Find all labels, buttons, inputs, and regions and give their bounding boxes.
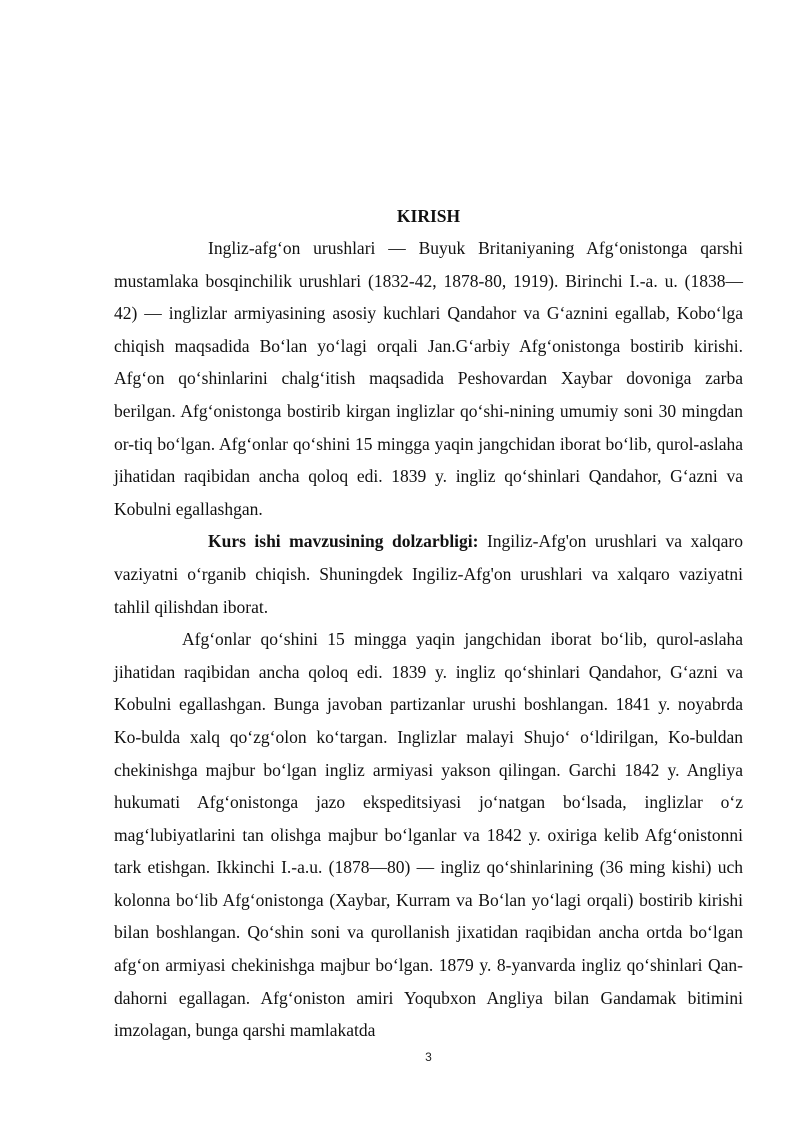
paragraph-intro-text: Ingliz-afg‘on urushlari — Buyuk Britaniyaning Afg‘onistonga qarshi mustamlaka bosqinchilik urushlari (1832-42, 1878-80, 1919). Birinchi I.-a. u. (1838—42) — inglizlar armiyasining asosiy kuchlari Qandahor va G‘aznini egallab, Kobo‘lga chiqish maqsadida Bo‘lan yo‘lagi orqali Jan.G‘arbiy Afg‘onistonga bostirib kirishi. Afg‘on qo‘shinlarini chalg‘itish maqsadida Peshovardan Xaybar dovoniga zarba berilgan. Afg‘onistonga bostirib kirgan inglizlar qo‘shi-nining umumiy soni 30 mingdan or-tiq bo‘lgan. Afg‘onlar qo‘shini 15 mingga yaqin jangchidan iborat bo‘lib, qurol-aslaha jihatidan raqibidan ancha qoloq edi. 1839 y. ingliz qo‘shinlari Qandahor, G‘azni va Kobulni egallashgan.: [114, 238, 743, 519]
page-number: 3: [425, 1050, 432, 1064]
paragraph-relevance-lead: Kurs ishi mavzusining dolzarbligi:: [208, 531, 479, 552]
paragraph-relevance-text: Ingiliz-Afg'on urushlari va xalqaro vaziyatni o‘rganib chiqish. Shuningdek Ingiliz-Afg'on urushlari va xalqaro vaziyatni tahlil qilishdan iborat.: [114, 531, 744, 617]
document-page: [114, 0, 743, 1131]
paragraph-relevance: [114, 525, 743, 623]
page-heading: KIRISH: [396, 206, 461, 226]
body-text: [114, 232, 743, 1047]
paragraph-intro: [114, 232, 743, 525]
paragraph-history: [114, 623, 743, 1047]
paragraph-history-text: Afg‘onlar qo‘shini 15 mingga yaqin jangchidan iborat bo‘lib, qurol-aslaha jihatidan raqibidan ancha qoloq edi. 1839 y. ingliz qo‘shinlari Qandahor, G‘azni va Kobulni egallashgan. Bunga javoban partizanlar urushi boshlangan. 1841 y. noyabrda Ko-bulda xalq qo‘zg‘olon ko‘targan. Inglizlar malayi Shujo‘ o‘ldirilgan, Ko-buldan chekinishga majbur bo‘lgan ingliz armiyasi yakson qilingan. Garchi 1842 y. Angliya hukumati Afg‘onistonga jazo ekspeditsiyasi jo‘natgan bo‘lsada, inglizlar o‘z mag‘lubiyatlarini tan olishga majbur bo‘lganlar va 1842 y. oxiriga kelib Afg‘onistonni tark etishgan. Ikkinchi I.-a.u. (1878—80) — ingliz qo‘shinlarining (36 ming kishi) uch kolonna bo‘lib Afg‘onistonga (Xaybar, Kurram va Bo‘lan yo‘lagi orqali) bostirib kirishi bilan boshlangan. Qo‘shin soni va qurollanish jixatidan raqibidan ancha ortda bo‘lgan afg‘on armiyasi chekinishga majbur bo‘lgan. 1879 y. 8-yanvarda ingliz qo‘shinlari Qan-dahorni egallagan. Afg‘oniston amiri Yoqubxon Angliya bilan Gandamak bitimini imzolagan, bunga qarshi mamlakatda: [114, 629, 743, 1041]
